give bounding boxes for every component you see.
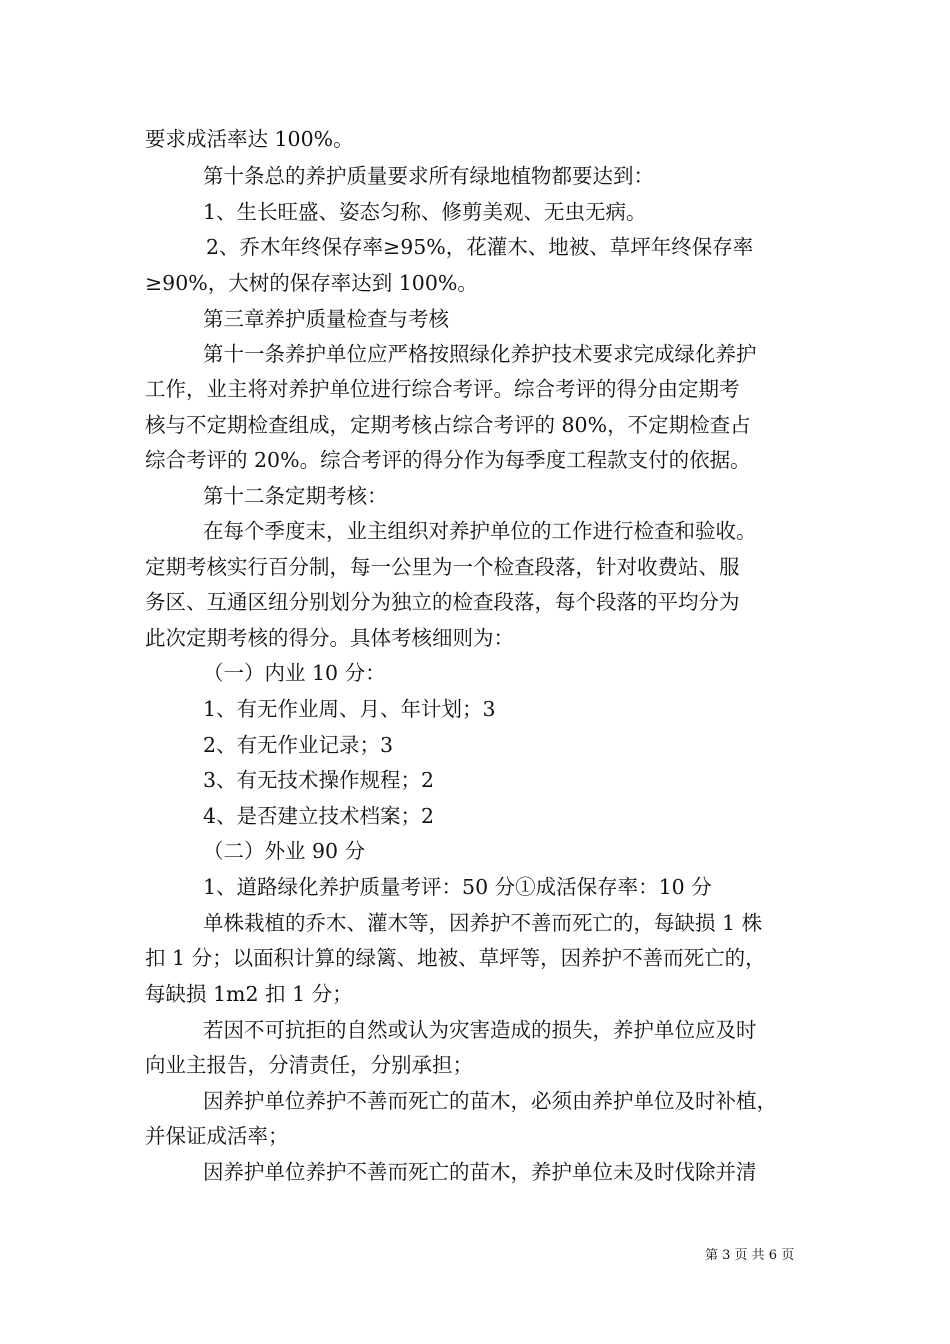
text-line: 在每个季度末，业主组织对养护单位的工作进行检查和验收。 bbox=[203, 519, 757, 543]
text-line: 4、是否建立技术档案；2 bbox=[203, 804, 435, 828]
text-line: 并保证成活率； bbox=[145, 1124, 289, 1148]
text-line: 务区、互通区纽分别划分为独立的检查段落，每个段落的平均分为 bbox=[145, 590, 740, 614]
text-line: （一）内业 10 分： bbox=[203, 661, 386, 685]
text-line: 1、有无作业周、月、年计划；3 bbox=[203, 697, 496, 721]
text-line: 定期考核实行百分制，每一公里为一个检查段落，针对收费站、服 bbox=[145, 555, 740, 579]
text-line: 要求成活率达 100%。 bbox=[145, 127, 354, 151]
text-line: 此次定期考核的得分。具体考核细则为： bbox=[145, 626, 514, 650]
text-line: 3、有无技术操作规程；2 bbox=[203, 768, 435, 792]
text-line: 因养护单位养护不善而死亡的苗木，必须由养护单位及时补植， bbox=[203, 1089, 777, 1113]
text-line: 1、道路绿化养护质量考评：50 分①成活保存率：10 分 bbox=[203, 875, 712, 899]
text-line: 单株栽植的乔木、灌木等，因养护不善而死亡的，每缺损 1 株 bbox=[203, 911, 763, 935]
text-line: （二）外业 90 分 bbox=[203, 839, 366, 863]
text-line: 若因不可抗拒的自然或认为灾害造成的损失，养护单位应及时 bbox=[203, 1018, 757, 1042]
text-line: 2、有无作业记录；3 bbox=[203, 733, 394, 757]
text-line: 向业主报告，分清责任，分别承担； bbox=[145, 1053, 473, 1077]
text-line: ≥90%，大树的保存率达到 100%。 bbox=[145, 271, 478, 295]
text-line: 因养护单位养护不善而死亡的苗木，养护单位未及时伐除并清 bbox=[203, 1160, 757, 1184]
text-line: 核与不定期检查组成，定期考核占综合考评的 80%，不定期检查占 bbox=[145, 413, 751, 437]
text-line: 第十二条定期考核： bbox=[203, 484, 388, 508]
text-line: 1、生长旺盛、姿态匀称、修剪美观、无虫无病。 bbox=[203, 200, 647, 224]
text-line: 综合考评的 20%。综合考评的得分作为每季度工程款支付的依据。 bbox=[145, 448, 751, 472]
text-line: 第三章养护质量检查与考核 bbox=[203, 307, 449, 331]
page-number: 第 3 页 共 6 页 bbox=[705, 1248, 795, 1263]
text-line: 每缺损 1m2 扣 1 分； bbox=[145, 982, 353, 1006]
text-line: 扣 1 分；以面积计算的绿篱、地被、草坪等，因养护不善而死亡的， bbox=[145, 946, 766, 970]
text-line: 第十一条养护单位应严格按照绿化养护技术要求完成绿化养护 bbox=[203, 342, 757, 366]
text-line: 2、乔木年终保存率≥95%，花灌木、地被、草坪年终保存率 bbox=[206, 235, 754, 259]
text-line: 第十条总的养护质量要求所有绿地植物都要达到： bbox=[203, 164, 654, 188]
text-line: 工作，业主将对养护单位进行综合考评。综合考评的得分由定期考 bbox=[145, 377, 740, 401]
